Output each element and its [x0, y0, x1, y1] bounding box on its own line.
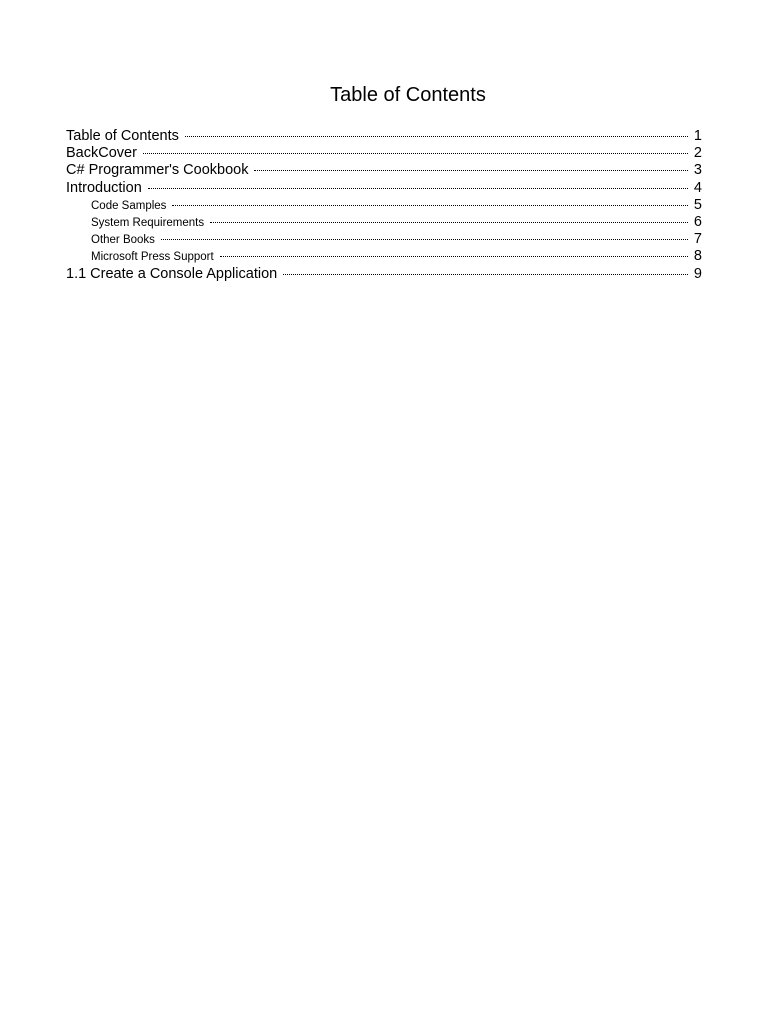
- dot-leader: [254, 170, 688, 171]
- toc-page-number: 6: [693, 213, 702, 230]
- toc-page-number: 3: [693, 162, 702, 179]
- toc-page-number: 4: [693, 179, 702, 196]
- toc-page-number: 7: [693, 231, 702, 248]
- page-title: Table of Contents: [330, 84, 486, 106]
- dot-leader: [210, 222, 688, 223]
- toc-entry-label: Table of Contents: [66, 128, 179, 144]
- toc-entry-code-samples[interactable]: [66, 197, 702, 214]
- toc-entry-backcover[interactable]: [66, 145, 702, 162]
- dot-leader: [283, 274, 688, 275]
- toc-page-number: 1: [693, 128, 702, 144]
- toc-page-number: 8: [693, 248, 702, 265]
- toc-entry-create-console-application[interactable]: [66, 266, 702, 283]
- toc-entry-label: BackCover: [66, 145, 137, 162]
- toc-entry-label: Code Samples: [91, 199, 167, 212]
- toc-page-number: 2: [693, 145, 702, 162]
- toc-entry-label: Microsoft Press Support: [91, 251, 214, 264]
- toc-entry-label: Other Books: [91, 234, 155, 247]
- dot-leader: [143, 153, 688, 154]
- toc-page-number: 9: [693, 265, 702, 282]
- dot-leader: [148, 188, 688, 189]
- toc-page-number: 5: [693, 196, 702, 213]
- toc-entry-microsoft-press-support[interactable]: [66, 248, 702, 265]
- dot-leader: [185, 136, 688, 137]
- toc-entry-introduction[interactable]: [66, 180, 702, 197]
- toc-entry-other-books[interactable]: [66, 231, 702, 248]
- toc-entry-label: C# Programmer's Cookbook: [66, 162, 249, 179]
- dot-leader: [161, 239, 688, 240]
- toc-entry-label: Introduction: [66, 179, 142, 196]
- toc-list: [66, 128, 702, 283]
- toc-entry-system-requirements[interactable]: [66, 214, 702, 231]
- toc-entry-label: System Requirements: [91, 216, 205, 229]
- toc-entry-table-of-contents[interactable]: [66, 128, 702, 145]
- toc-entry-cookbook[interactable]: [66, 162, 702, 179]
- dot-leader: [172, 205, 688, 206]
- dot-leader: [220, 256, 688, 257]
- toc-entry-label: 1.1 Create a Console Application: [66, 265, 278, 282]
